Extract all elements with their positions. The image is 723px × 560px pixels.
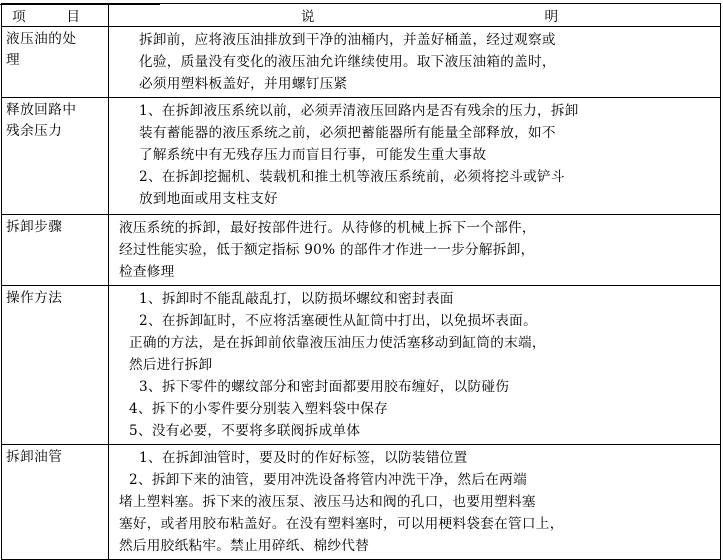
item-line: 残余压力 bbox=[6, 123, 63, 139]
desc-line: 2、在拆卸缸时，不应将活塞硬性从缸筒中打出，以免损坏表面。 bbox=[139, 313, 537, 329]
item-cell bbox=[2, 286, 109, 445]
table-row bbox=[2, 27, 721, 98]
description-cell bbox=[109, 27, 721, 98]
desc-line: 3、拆下零件的螺纹部分和密封面都要用胶布缠好，以防碰伤 bbox=[139, 379, 510, 395]
header-item-char-2: 目 bbox=[66, 9, 80, 25]
header-item bbox=[2, 4, 109, 27]
desc-line: 2、拆卸下来的油管，要用冲洗设备将管内冲洗干净，然后在两端 bbox=[129, 472, 527, 488]
desc-line: 5、没有必要，不要将多联阀拆成单体 bbox=[129, 423, 361, 439]
item-cell bbox=[2, 27, 109, 98]
desc-line: 拆卸前，应将液压油排放到干净的油桶内，并盖好桶盖，经过观察或 bbox=[139, 32, 556, 48]
table-row bbox=[2, 286, 721, 445]
desc-line: 检查修理 bbox=[119, 264, 175, 280]
desc-line: 必须用塑料板盖好，并用螺钉压紧 bbox=[139, 76, 348, 92]
item-cell bbox=[2, 98, 109, 215]
desc-line: 正确的方法，是在拆卸前依靠液压油压力使活塞移动到缸筒的末端， bbox=[129, 335, 546, 351]
description-cell bbox=[109, 286, 721, 445]
item-line: 理 bbox=[6, 52, 21, 68]
header-desc-char-1: 说 bbox=[300, 9, 315, 25]
desc-line: 化验，质量没有变化的液压油允许继续使用。取下液压油箱的盖时， bbox=[139, 54, 556, 70]
description-cell bbox=[109, 98, 721, 215]
desc-line: 了解系统中有无残存压力而盲目行事，可能发生重大事故 bbox=[139, 147, 487, 163]
desc-line: 1、在拆卸油管时，要及时的作好标签，以防装错位置 bbox=[139, 450, 468, 466]
item-line: 拆卸步骤 bbox=[6, 219, 63, 235]
item-line: 释放回路中 bbox=[6, 102, 77, 118]
desc-line: 4、拆下的小零件要分别装入塑料袋中保存 bbox=[129, 401, 389, 417]
header-row bbox=[2, 4, 721, 27]
desc-line: 1、拆卸时不能乱敲乱打，以防损坏螺纹和密封表面 bbox=[139, 291, 454, 307]
header-description bbox=[109, 4, 721, 27]
desc-line: 堵上塑料塞。拆下来的液压泵、液压马达和阀的孔口，也要用塑料塞 bbox=[119, 494, 536, 510]
item-cell bbox=[2, 215, 109, 286]
hydraulic-disassembly-table bbox=[1, 3, 721, 560]
item-line: 拆卸油管 bbox=[6, 449, 63, 465]
description-cell bbox=[109, 445, 721, 560]
item-cell bbox=[2, 445, 109, 560]
desc-line: 2、在拆卸挖掘机、装载机和推土机等液压系统前，必须将挖斗或铲斗 bbox=[139, 169, 565, 185]
item-line: 液压油的处 bbox=[6, 31, 77, 47]
desc-line: 液压系统的拆卸，最好按部件进行。从待修的机械上拆下一个部件， bbox=[119, 220, 536, 236]
header-item-char-1: 项 bbox=[12, 9, 26, 25]
header-desc-char-2: 明 bbox=[544, 9, 559, 25]
desc-line: 1、在拆卸液压系统以前，必须弄清液压回路内是否有残余的压力，拆卸 bbox=[139, 103, 579, 119]
desc-line: 然后用胶纸粘牢。禁止用碎纸、棉纱代替 bbox=[119, 538, 370, 554]
desc-line: 塞好，或者用胶布粘盖好。在没有塑料塞时，可以用梗料袋套在管口上， bbox=[119, 516, 564, 532]
description-cell bbox=[109, 215, 721, 286]
desc-line: 放到地面或用支柱支好 bbox=[139, 191, 278, 207]
desc-line: 然后进行拆卸 bbox=[129, 357, 213, 373]
table-row bbox=[2, 445, 721, 560]
table-row bbox=[2, 215, 721, 286]
item-line: 操作方法 bbox=[6, 290, 63, 306]
desc-line: 经过性能实验，低于额定指标 90% 的部件才作进一一步分解拆卸， bbox=[119, 242, 535, 258]
table-row bbox=[2, 98, 721, 215]
desc-line: 装有蓄能器的液压系统之前，必须把蓄能器所有能量全部释放，如不 bbox=[139, 125, 556, 141]
